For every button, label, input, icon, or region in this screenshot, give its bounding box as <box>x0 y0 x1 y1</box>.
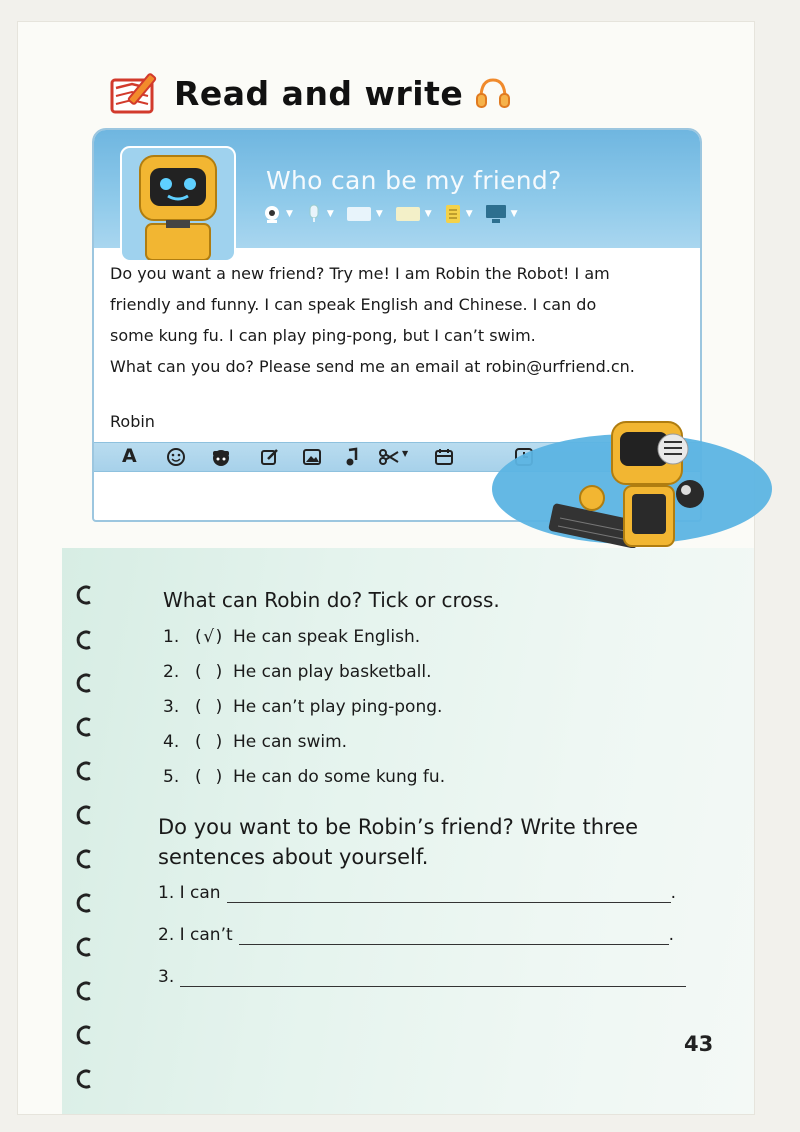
paren-open: ( <box>195 627 202 647</box>
chevron-down-icon: ▼ <box>286 209 293 219</box>
page-number: 43 <box>684 1032 714 1056</box>
email-body-line: friendly and funny. I can speak English and Chinese. I can do <box>110 295 597 314</box>
page-title: Read and write <box>174 73 464 113</box>
email-signature: Robin <box>110 412 155 431</box>
chevron-down-icon: ▼ <box>510 209 518 219</box>
email-body-line: What can you do? Please send me an email at robin@urfriend.cn. <box>110 357 635 376</box>
item-text: He can’t play ping-pong. <box>233 697 443 717</box>
music-icon[interactable] <box>344 447 360 467</box>
answer-mark: √ <box>203 627 215 647</box>
email-top-toolbar <box>262 204 518 224</box>
list-item <box>163 725 445 760</box>
binder-ring-icon <box>74 584 96 606</box>
item-text: He can do some kung fu. <box>233 767 446 787</box>
webcam-tool[interactable] <box>262 205 293 223</box>
webcam-icon <box>262 205 282 223</box>
answer-blank[interactable] <box>227 882 671 903</box>
list-item <box>163 655 445 690</box>
paren-open: ( <box>195 697 202 717</box>
item-text: He can speak English. <box>233 627 421 647</box>
microphone-tool[interactable] <box>305 204 334 224</box>
robin-robot-avatar <box>120 146 236 262</box>
pencil-book-icon <box>108 70 166 116</box>
exercise1-heading: What can Robin do? Tick or cross. <box>163 588 500 612</box>
avatar-icon[interactable] <box>210 447 232 467</box>
email-body-line: some kung fu. I can play ping-pong, but I can’t swim. <box>110 326 536 345</box>
image-icon[interactable] <box>302 447 322 467</box>
emoji-icon[interactable] <box>166 447 186 467</box>
writing-line-2 <box>158 924 674 945</box>
writing-prompt: 1. I can <box>158 883 221 903</box>
writing-line-3 <box>158 966 686 987</box>
item-text: He can play basketball. <box>233 662 432 682</box>
robot-illustration <box>540 402 740 552</box>
screen-icon <box>395 205 421 223</box>
item-number: 4. <box>163 732 180 752</box>
exercise2-heading-line: sentences about yourself. <box>158 845 429 869</box>
chevron-down-icon: ▼ <box>424 209 432 219</box>
computer-icon <box>485 204 507 224</box>
chevron-down-icon: ▼ <box>465 209 473 219</box>
screen-tool[interactable] <box>395 205 432 223</box>
item-text: He can swim. <box>233 732 348 752</box>
binder-ring-icon <box>74 1024 96 1046</box>
item-number: 5. <box>163 767 180 787</box>
chevron-down-icon[interactable]: ▼ <box>402 449 409 458</box>
email-subject: Who can be my friend? <box>266 166 562 195</box>
answer-blank[interactable] <box>180 966 686 987</box>
writing-prompt: 2. I can’t <box>158 925 233 945</box>
paren-close: ) <box>215 767 223 787</box>
exercise2-heading <box>158 812 678 872</box>
scissors-icon[interactable] <box>378 447 400 467</box>
notes-icon <box>444 204 462 224</box>
notes-tool[interactable] <box>444 204 473 224</box>
calendar-icon[interactable] <box>434 447 454 467</box>
writing-line-1 <box>158 882 676 903</box>
exercise2-heading-line: Do you want to be Robin’s friend? Write three <box>158 815 639 839</box>
chevron-down-icon: ▼ <box>375 209 383 219</box>
binder-ring-icon <box>74 672 96 694</box>
item-number: 1. <box>163 627 180 647</box>
paren-close: ) <box>215 627 223 647</box>
item-number: 2. <box>163 662 180 682</box>
paren-close: ) <box>215 662 223 682</box>
answer-box[interactable] <box>195 655 233 690</box>
paren-close: ) <box>215 697 223 717</box>
robot-face-icon <box>122 148 234 260</box>
binder-ring-icon <box>74 892 96 914</box>
answer-box[interactable] <box>195 690 233 725</box>
paren-close: ) <box>215 732 223 752</box>
binder-ring-icon <box>74 848 96 870</box>
email-body-line: Do you want a new friend? Try me! I am Robin the Robot! I am <box>110 264 610 283</box>
line-end: . <box>670 883 676 903</box>
binder-ring-icon <box>74 760 96 782</box>
answer-box[interactable] <box>195 760 233 795</box>
message-tool[interactable] <box>346 205 383 223</box>
tick-or-cross-list <box>163 620 445 795</box>
binder-ring-icon <box>74 936 96 958</box>
binder-ring-icon <box>74 716 96 738</box>
paren-open: ( <box>195 732 202 752</box>
answer-box[interactable] <box>195 725 233 760</box>
list-item <box>163 690 445 725</box>
font-icon[interactable]: A <box>122 445 137 467</box>
binder-ring-icon <box>74 629 96 651</box>
answer-blank[interactable] <box>239 924 669 945</box>
email-body <box>110 258 690 382</box>
chevron-down-icon: ▼ <box>326 209 334 219</box>
item-number: 3. <box>163 697 180 717</box>
binder-ring-icon <box>74 804 96 826</box>
answer-box[interactable] <box>195 620 233 655</box>
microphone-icon <box>305 204 323 224</box>
line-end: . <box>668 925 675 945</box>
edit-icon[interactable] <box>260 447 280 467</box>
paren-open: ( <box>195 767 202 787</box>
paren-open: ( <box>195 662 202 682</box>
computer-tool[interactable] <box>485 204 518 224</box>
headphones-icon <box>475 76 511 110</box>
message-icon <box>346 205 372 223</box>
section-header <box>108 70 511 116</box>
writing-prompt: 3. <box>158 967 175 987</box>
list-item <box>163 760 445 795</box>
binder-ring-icon <box>74 980 96 1002</box>
binder-ring-icon <box>74 1068 96 1090</box>
list-item <box>163 620 445 655</box>
